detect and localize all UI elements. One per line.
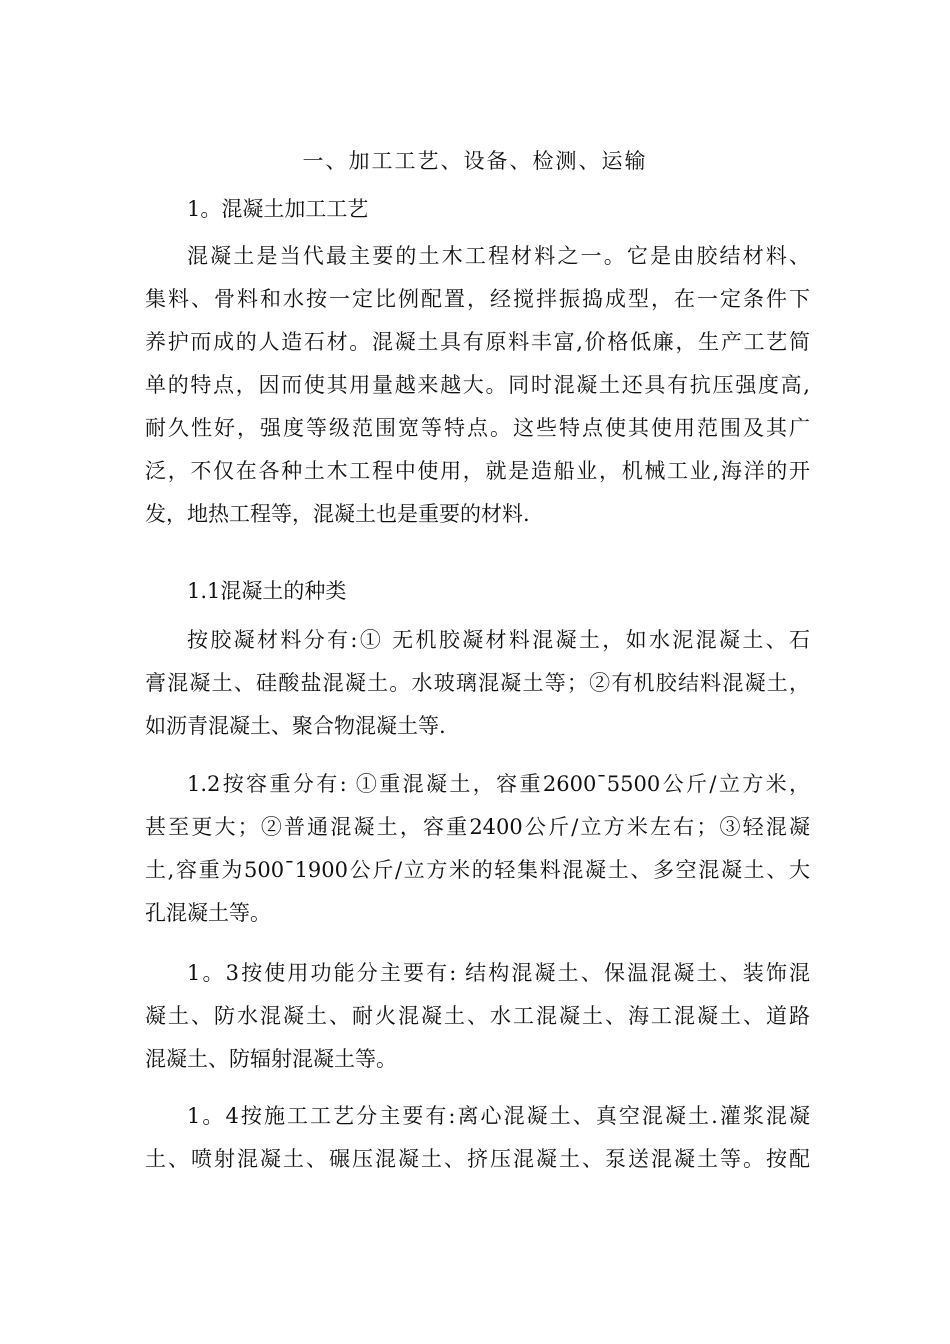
paragraph-binder-types (145, 619, 810, 748)
paragraph-line: 集料、骨料和水按一定比例配置，经搅拌振捣成型，在一定条件下 (145, 287, 810, 311)
paragraph-line: 按胶凝材料分有:① 无机胶凝材料混凝土，如水泥混凝土、石 (187, 628, 810, 652)
paragraph-process-types (145, 1095, 810, 1181)
heading-line: 1.1混凝土的种类 (187, 579, 347, 603)
paragraph-line: 凝土、防水混凝土、耐火混凝土、水工混凝土、海工混凝土、道路 (145, 1004, 810, 1028)
paragraph-density-types (145, 763, 810, 935)
heading-line: 1。混凝土加工工艺 (187, 197, 369, 221)
section-heading-1 (145, 188, 810, 231)
section-heading-1-1 (145, 570, 810, 613)
paragraph-line: 土,容重为500¯1900公斤/立方米的轻集料混凝土、多空混凝土、大 (145, 858, 810, 882)
paragraph-line: 泛，不仅在各种土木工程中使用，就是造船业，机械工业,海洋的开 (145, 459, 810, 483)
paragraph-line: 1。4按施工工艺分主要有:离心混凝土、真空混凝土.灌浆混凝 (187, 1104, 810, 1128)
paragraph-line: 孔混凝土等。 (145, 901, 271, 925)
paragraph-intro (145, 235, 810, 536)
paragraph-line: 发，地热工程等，混凝土也是重要的材料. (145, 502, 530, 526)
paragraph-line: 混凝土是当代最主要的土木工程材料之一。它是由胶结材料、 (187, 244, 810, 268)
paragraph-line: 1.2按容重分有: ①重混凝土，容重2600¯5500公斤/立方米， (187, 772, 810, 796)
paragraph-line: 土、喷射混凝土、碾压混凝土、挤压混凝土、泵送混凝土等。按配 (145, 1147, 810, 1171)
paragraph-line: 单的特点，因而使其用量越来越大。同时混凝土还具有抗压强度高, (145, 373, 810, 397)
paragraph-line: 甚至更大；②普通混凝土，容重2400公斤/立方米左右；③轻混凝 (145, 815, 810, 839)
paragraph-line: 1。3按使用功能分主要有: 结构混凝土、保温混凝土、装饰混 (187, 961, 810, 985)
paragraph-line: 混凝土、防辐射混凝土等。 (145, 1047, 397, 1071)
paragraph-line: 耐久性好，强度等级范围宽等特点。这些特点使其使用范围及其广 (145, 416, 810, 440)
paragraph-line: 如沥青混凝土、聚合物混凝土等. (145, 714, 446, 738)
document-title: 一、加工工艺、设备、检测、运输 (302, 149, 648, 173)
paragraph-line: 膏混凝土、硅酸盐混凝土。水玻璃混凝土等；②有机胶结料混凝土， (145, 671, 810, 695)
paragraph-line: 养护而成的人造石材。混凝土具有原料丰富,价格低廉，生产工艺简 (145, 330, 810, 354)
paragraph-function-types (145, 952, 810, 1081)
